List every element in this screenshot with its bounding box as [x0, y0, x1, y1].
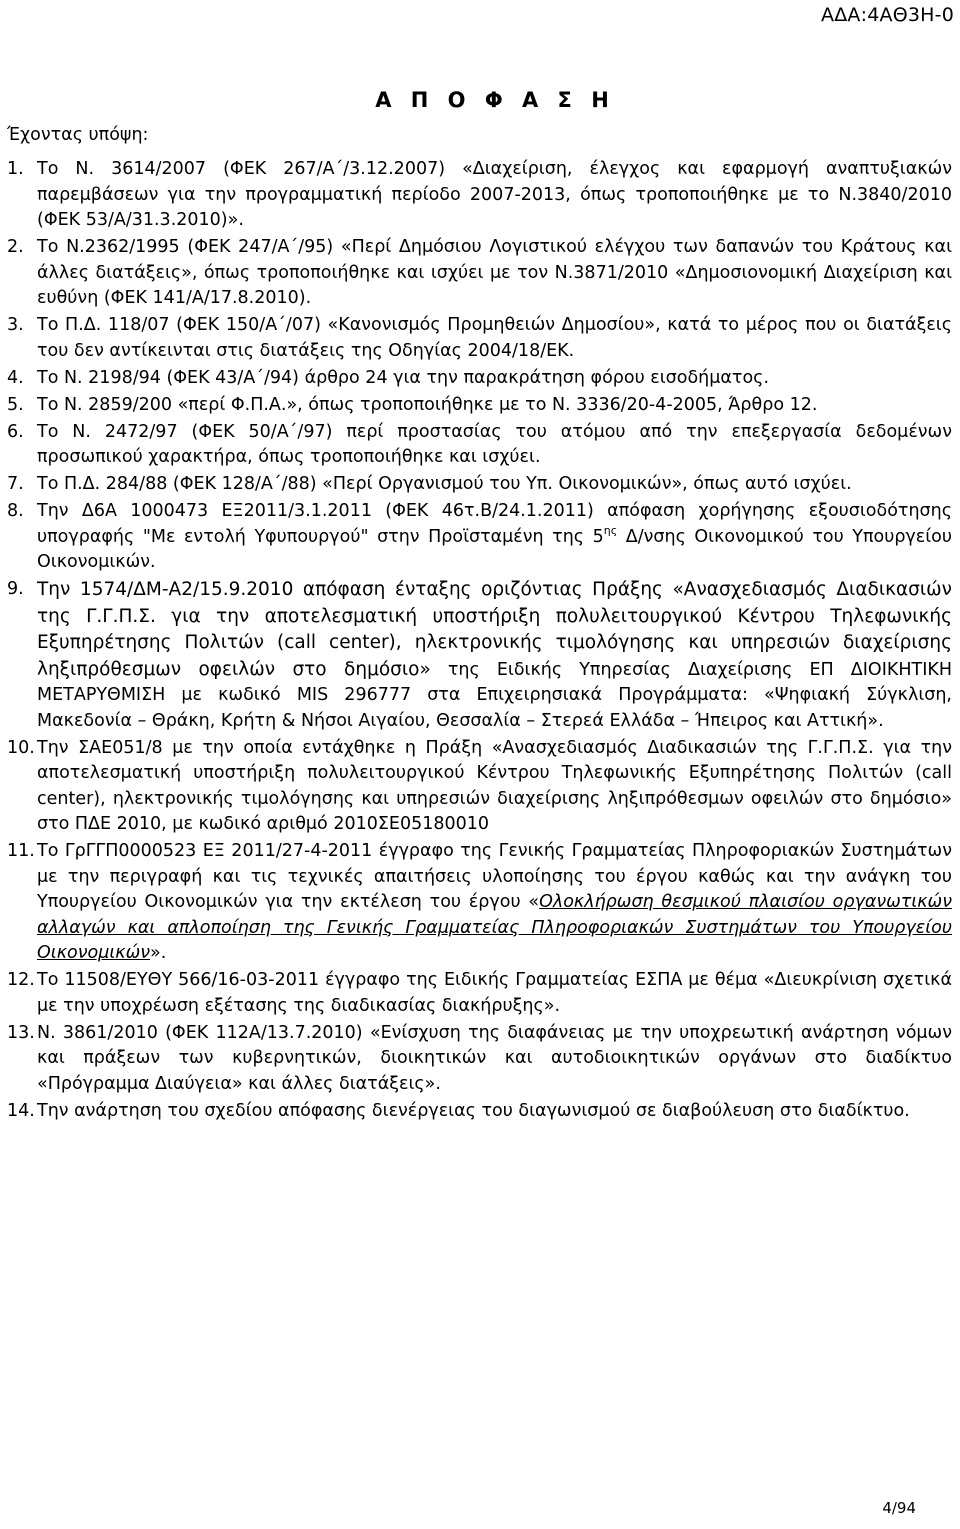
item-text-part: Την Δ6Α 1000473 ΕΞ2011/3.1.2011 (ΦΕΚ 46τ.Β/24.1.2011) απόφαση χορήγησης εξουσιοδότησης υπογραφής "Με εντολή Υφυπουργού" στην Προϊσταμένη της 5 — [37, 501, 952, 547]
item-text: Το Ν. 2472/97 (ΦΕΚ 50/Α΄/97) περί προστασίας του ατόμου από την επεξεργασία δεδομένων προσωπικού χαρακτήρα, όπως τροποποιήθηκε και ισχύει. — [37, 421, 952, 467]
item-text: Το Ν. 2859/200 «περί Φ.Π.Α.», όπως τροποποιήθηκε με το Ν. 3336/20-4-2005, Άρθρο 12. — [37, 394, 818, 415]
ordinal-suffix: ης — [603, 523, 618, 537]
list-item — [0, 420, 960, 471]
project-title-emphasis: Ολοκλήρωση θεσμικού πλαισίου οργανωτικών αλλαγών και απλοποίηση της Γενικής Γραμματείας Πληροφοριακών Συστημάτων του Υπουργείου Οικονομικών — [37, 892, 952, 963]
list-item — [0, 736, 960, 838]
list-item — [0, 1099, 960, 1125]
item-text-part: ». — [150, 943, 167, 963]
project-title: Την 1574/ΔΜ-Α2/15.9.2010 απόφαση ένταξης οριζόντιας Πράξης «Ανασχεδιασμός Διαδικασιών της Γ.Γ.Π.Σ. για την αποτελεσματική υποστήριξη πολυλειτουργικού Κέντρου Τηλεφωνικής Εξυπηρέτησης Πολιτών (call center), ηλεκτρονικής τιμολόγησης και υπηρεσιών διαχείρισης ληξιπρόθεσμων οφειλών στο δημόσιο» — [37, 579, 952, 680]
item-number: 10. — [7, 737, 35, 758]
list-item — [0, 839, 960, 967]
item-text — [37, 499, 952, 576]
list-item — [0, 1021, 960, 1098]
item-text — [37, 577, 952, 734]
item-text: Το Π.Δ. 284/88 (ΦΕΚ 128/Α΄/88) «Περί Οργανισμού του Υπ. Οικονομικών», όπως αυτό ισχύει. — [37, 474, 852, 494]
item-text: Το Ν. 3614/2007 (ΦΕΚ 267/Α΄/3.12.2007) «Διαχείριση, έλεγχος και εφαρμογή αναπτυξιακών παρεμβάσεων για την προγραμματική περίοδο 2007-2013, όπως τροποποιήθηκε με το Ν.3840/2010 (ΦΕΚ 53/Α/31.3.2010)». — [37, 159, 952, 230]
item-text-part: Δ/νσης Οικονομικού του Υπουργείου Οικονομικών. — [37, 526, 952, 572]
list-item — [0, 968, 960, 1019]
item-text: Το Π.Δ. 118/07 (ΦΕΚ 150/Α΄/07) «Κανονισμός Προμηθειών Δημοσίου», κατά το μέρος που οι διατάξεις του δεν αντίκεινται στις διατάξεις της Οδηγίας 2004/18/ΕΚ. — [37, 315, 952, 361]
item-number: 2. — [7, 237, 24, 257]
list-item — [0, 366, 960, 392]
item-text-part: Το ΓρΓΓΠ0000523 ΕΞ 2011/27-4-2011 έγγραφο της Γενικής Γραμματείας Πληροφοριακών Συστημάτων με την περιγραφή και τις τεχνικές απαιτήσεις υλοποίησης του έργου καθώς και την ανάγκη του Υπουργείου Οικονομικών για την εκτέλεση του έργου « — [37, 841, 952, 912]
item-text: Την ΣΑΕ051/8 με την οποία εντάχθηκε η Πράξη «Ανασχεδιασμός Διαδικασιών της Γ.Γ.Π.Σ. για την αποτελεσματική υποστήριξη πολυλειτουργικού Κέντρου Τηλεφωνικής Εξυπηρέτησης Πολιτών (call center), ηλεκτρονικής τιμολόγησης και υπηρεσιών διαχείρισης ληξιπρόθεσμων οφειλών στο δημόσιο» στο ΠΔΕ 2010, με κωδικό αριθμό 2010ΣΕ05180010 — [37, 737, 952, 834]
item-number: 11. — [7, 841, 35, 861]
list-item — [0, 313, 960, 364]
item-number: 7. — [7, 474, 24, 494]
item-text: Το Ν.2362/1995 (ΦΕΚ 247/Α΄/95) «Περί Δημόσιου Λογιστικού ελέγχου των δαπανών του Κράτους και άλλες διατάξεις», όπως τροποποιήθηκε και ισχύει με τον Ν.3871/2010 «Δημοσιονομική Διαχείριση και ευθύνη (ΦΕΚ 141/Α/17.8.2010). — [37, 237, 952, 308]
considerations-list — [0, 157, 960, 1126]
list-item — [0, 472, 960, 498]
item-number: 12. — [7, 970, 35, 990]
item-text-part: της Ειδικής Υπηρεσίας Διαχείρισης ΕΠ ΔΙΟΙΚΗΤΙΚΗ ΜΕΤΑΡΥΘΜΙΣΗ με κωδικό MIS 296777 στα Επιχειρησιακά Προγράμματα: «Ψηφιακή Σύγκλιση, Μακεδονία – Θράκη, Κρήτη & Νήσοι Αιγαίου, Θεσσαλία – Στερεά Ελλάδα – Ήπειρος και Αττική». — [37, 659, 952, 731]
item-number: 8. — [7, 501, 24, 521]
item-number: 9. — [7, 579, 24, 599]
item-number: 6. — [7, 421, 24, 442]
page-number: 4/94 — [882, 1499, 916, 1517]
list-item — [0, 157, 960, 234]
item-text: Το 11508/ΕΥΘΥ 566/16-03-2011 έγγραφο της Ειδικής Γραμματείας ΕΣΠΑ με θέμα «Διευκρίνιση σχετικά με την υποχρέωση εξέτασης της διαδικασίας διακήρυξης». — [37, 970, 952, 1016]
item-text: Την ανάρτηση του σχεδίου απόφασης διενέργειας του διαγωνισμού σε διαβούλευση στο διαδίκτυο. — [37, 1100, 910, 1121]
item-number: 5. — [7, 394, 24, 415]
item-text: Ν. 3861/2010 (ΦΕΚ 112Α/13.7.2010) «Ενίσχυση της διαφάνειας με την υποχρεωτική ανάρτηση νόμων και πράξεων των κυβερνητικών, διοικητικών και αυτοδιοικητικών οργάνων στο διαδίκτυο «Πρόγραμμα Διαύγεια» και άλλες διατάξεις». — [37, 1022, 952, 1094]
intro-text: Έχοντας υπόψη: — [7, 125, 149, 145]
list-item — [0, 499, 960, 576]
ada-code: ΑΔΑ:4ΑΘ3Η-0 — [821, 4, 954, 26]
item-number: 14. — [7, 1100, 35, 1121]
item-number: 13. — [7, 1022, 35, 1043]
item-number: 1. — [7, 159, 24, 179]
item-text: Το Ν. 2198/94 (ΦΕΚ 43/Α΄/94) άρθρο 24 για την παρακράτηση φόρου εισοδήματος. — [37, 367, 770, 388]
list-item — [0, 235, 960, 312]
item-number: 4. — [7, 367, 24, 388]
item-number: 3. — [7, 315, 24, 335]
list-item — [0, 577, 960, 734]
item-text — [37, 839, 952, 967]
page-title: Α Π Ο Φ Α Σ Η — [375, 88, 615, 112]
list-item — [0, 393, 960, 419]
